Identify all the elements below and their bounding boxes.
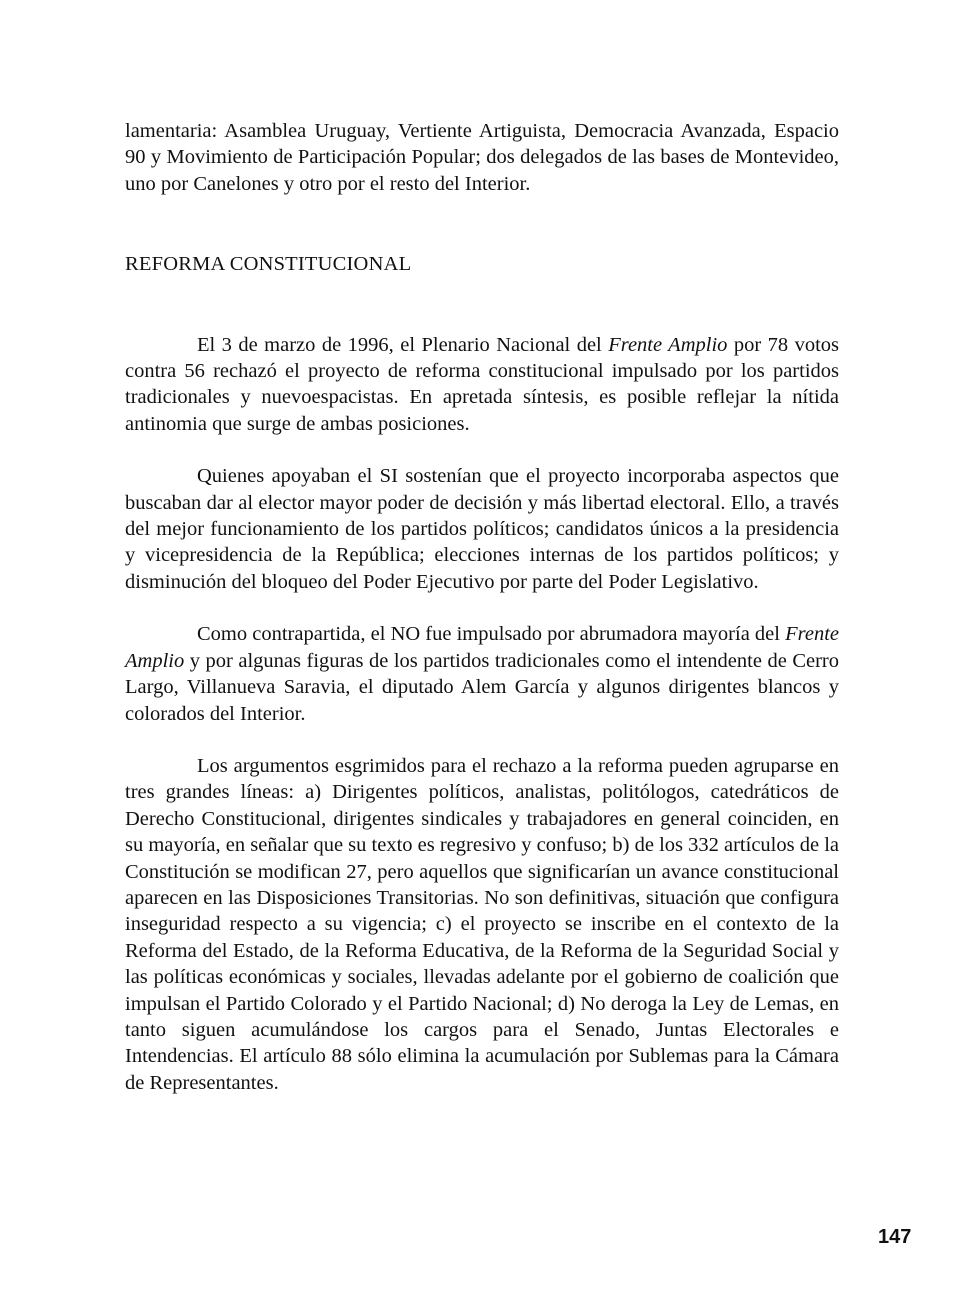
paragraph-4: Los argumentos esgrimidos para el rechazo a la reforma pueden agruparse en tres grandes líneas: a) Dirigentes políticos, analistas, politólogos, catedráticos de Derecho Constitucional, dirigentes sindicales y trabajadores en general coinciden, en su mayoría, en señalar que su texto es regresivo y confuso; b) de los 332 artículos de la Constitución se modifican 27, pero aquellos que significarían un avance constitucional aparecen en las Disposiciones Transitorias. No son definitivas, situación que configura inseguridad respecto a su vigencia; c) el proyecto se inscribe en el contexto de la Reforma del Estado, de la Reforma Educativa, de la Reforma de la Seguridad Social y las políticas económicas y sociales, llevadas adelante por el gobierno de coalición que impulsan el Partido Colorado y el Partido Nacional; d) No deroga la Ley de Lemas, en tanto siguen acumulándose los cargos para el Senado, Juntas Electorales e Intendencias. El artículo 88 sólo elimina la acumulación por Sublemas para la Cámara de Representantes.: [125, 754, 839, 1094]
paragraph-2: Quienes apoyaban el SI sostenían que el proyecto incorporaba aspectos que buscaban dar al elector mayor poder de decisión y más libertad electoral. Ello, a través del mejor funcionamiento de los partidos políticos; candidatos únicos a la presidencia y vicepresidencia de la República; elecciones internas de los partidos políticos; y disminución del bloqueo del Poder Ejecutivo por parte del Poder Legislativo.: [125, 465, 839, 593]
page-number: 147: [878, 1226, 912, 1248]
paragraph-1-text-c: por 78 votos contra 56 rechazó el proyecto de reforma constitucional impulsado por los partidos tradicionales y nuevoespacistas. En apretada síntesis, es posible reflejar la nítida antinomia que surge de ambas posiciones.: [125, 333, 839, 435]
paragraph-1-italic: Frente Amplio: [608, 333, 728, 356]
page-body: [125, 118, 839, 1096]
paragraph-3-text-c: y por algunas figuras de los partidos tradicionales como el intendente de Cerro Largo, Villanueva Saravia, el diputado Alem García y algunos dirigentes blancos y colorados del Interior.: [125, 649, 839, 725]
paragraph-3-text-a: Como contrapartida, el NO fue impulsado por abrumadora mayoría del: [197, 623, 786, 646]
paragraph-1: [125, 332, 839, 438]
paragraph-3: [125, 621, 839, 727]
paragraph-3-italic: Frente Amplio: [125, 623, 839, 672]
paragraph-1-text-a: El 3 de marzo de 1996, el Plenario Nacional del: [197, 333, 609, 356]
opening-paragraph: lamentaria: Asamblea Uruguay, Vertiente Artiguista, Democracia Avanzada, Espacio 90 y Movimiento de Participación Popular; dos delegados de las bases de Montevideo, uno por Canelones y otro por el resto del Interior.: [125, 120, 839, 195]
section-heading: REFORMA CONSTITUCIONAL: [125, 253, 412, 276]
